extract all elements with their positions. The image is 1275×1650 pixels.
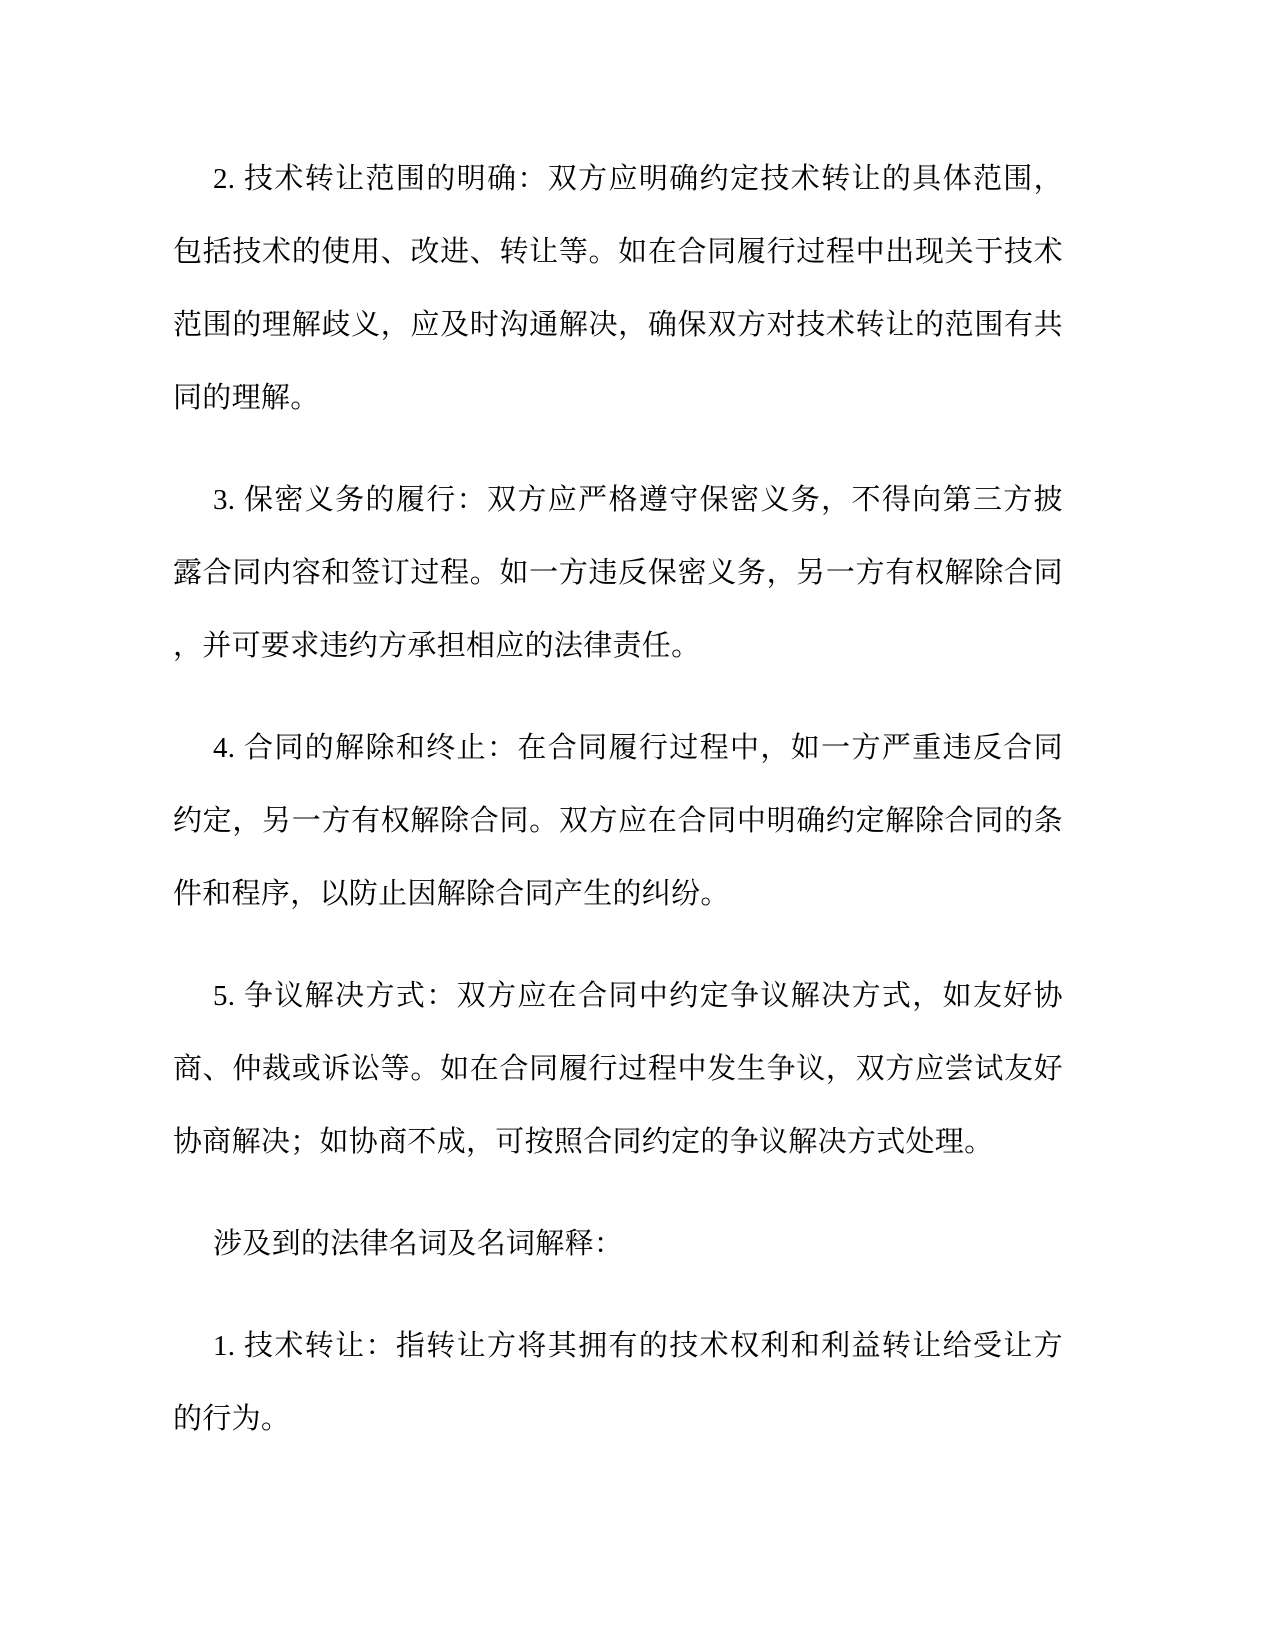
- text-line: 范围的理解歧义，应及时沟通解决，确保双方对技术转让的范围有共: [173, 309, 1063, 341]
- clause-2-scope-of-transfer: [173, 143, 1063, 435]
- text-line: ，并可要求违约方承担相应的法律责任。: [173, 630, 701, 662]
- clause-5-dispute-resolution: [173, 960, 1063, 1179]
- text-line: 约定，另一方有权解除合同。双方应在合同中明确约定解除合同的条: [173, 805, 1063, 837]
- clause-3-confidentiality: [173, 464, 1063, 683]
- text-line: 2. 技术转让范围的明确：双方应明确约定技术转让的具体范围，: [213, 163, 1063, 195]
- text-line: 同的理解。: [173, 382, 320, 414]
- text-line: 协商解决；如协商不成，可按照合同约定的争议解决方式处理。: [173, 1126, 994, 1158]
- text-line: 露合同内容和签订过程。如一方违反保密义务，另一方有权解除合同: [173, 557, 1063, 589]
- text-line: 商、仲裁或诉讼等。如在合同履行过程中发生争议，双方应尝试友好: [173, 1053, 1063, 1085]
- clause-4-termination: [173, 712, 1063, 931]
- text-line: 涉及到的法律名词及名词解释：: [213, 1228, 624, 1260]
- text-line: 4. 合同的解除和终止：在合同履行过程中，如一方严重违反合同: [213, 732, 1063, 764]
- text-line: 的行为。: [173, 1403, 291, 1435]
- text-line: 包括技术的使用、改进、转让等。如在合同履行过程中出现关于技术: [173, 236, 1063, 268]
- definition-1-technology-transfer: [173, 1310, 1063, 1456]
- text-line: 1. 技术转让：指转让方将其拥有的技术权利和利益转让给受让方: [213, 1330, 1063, 1362]
- text-line: 3. 保密义务的履行：双方应严格遵守保密义务，不得向第三方披: [213, 484, 1063, 516]
- legal-terms-heading: [173, 1208, 1063, 1281]
- text-line: 件和程序，以防止因解除合同产生的纠纷。: [173, 878, 730, 910]
- text-line: 5. 争议解决方式：双方应在合同中约定争议解决方式，如友好协: [213, 980, 1063, 1012]
